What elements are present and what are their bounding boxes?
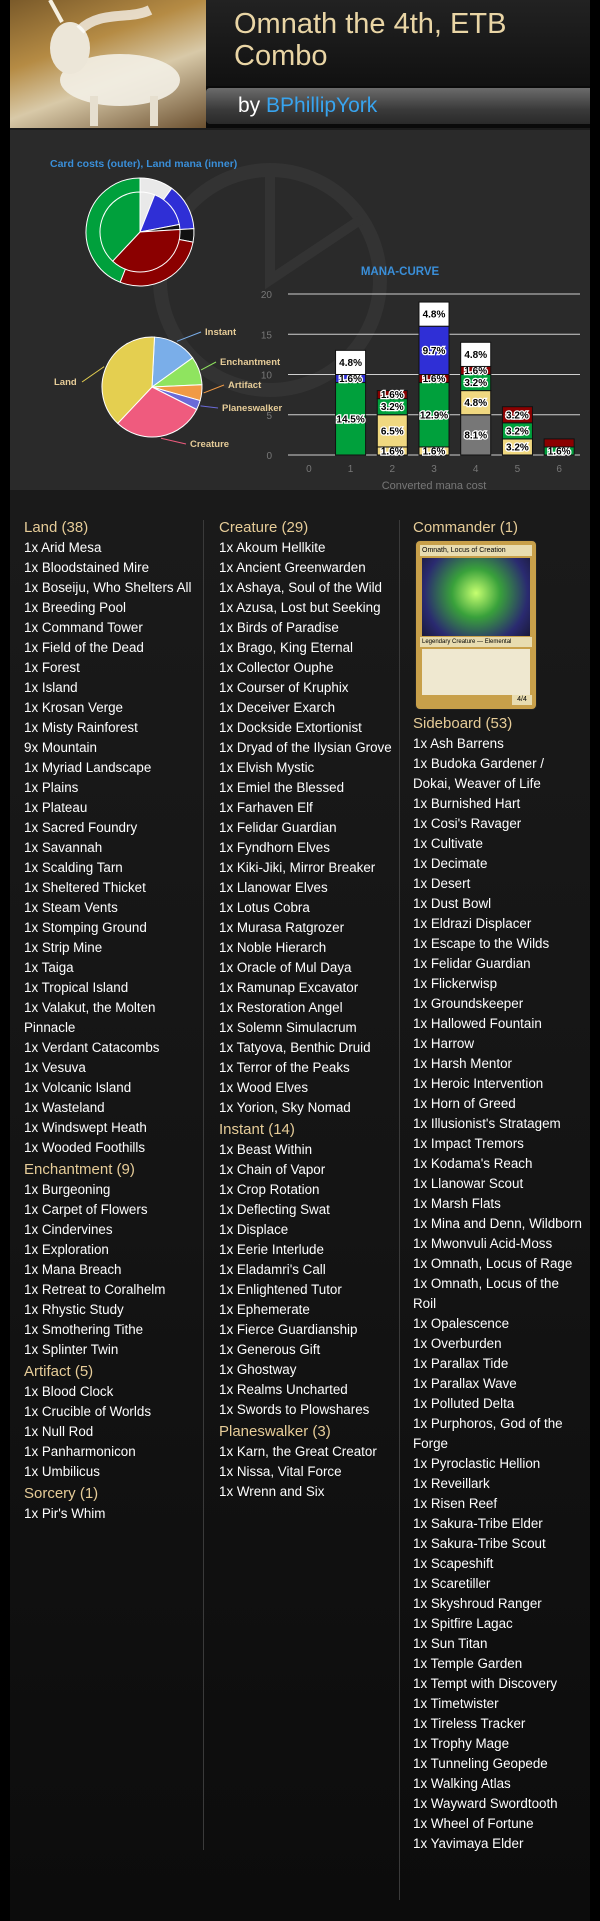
x-tick-label: 0 xyxy=(306,464,312,475)
card-list-item[interactable]: 1x Omnath, Locus of the Roil xyxy=(413,1276,559,1311)
sorcery-list xyxy=(24,1504,200,1524)
commander-card-type: Legendary Creature — Elemental xyxy=(420,637,532,647)
card-list-item[interactable]: 1x Risen Reef xyxy=(413,1496,498,1511)
card-list-item[interactable]: 1x Chain of Vapor xyxy=(219,1162,326,1177)
card-list-item[interactable]: 1x Plateau xyxy=(24,800,88,815)
card-list-item[interactable]: 1x Felidar Guardian xyxy=(413,956,531,971)
card-list-item[interactable]: 1x Mana Breach xyxy=(24,1262,122,1277)
card-list-item[interactable]: 1x Taiga xyxy=(24,960,74,975)
card-list-item[interactable]: 1x Wayward Swordtooth xyxy=(413,1796,558,1811)
card-list-item[interactable]: 1x Windswept Heath xyxy=(24,1120,147,1135)
card-list-item[interactable]: 1x Flickerwisp xyxy=(413,976,498,991)
card-list-item[interactable]: 1x Stomping Ground xyxy=(24,920,147,935)
card-list-item[interactable]: 1x Umbilicus xyxy=(24,1464,100,1479)
bar-data-label: 12.9% xyxy=(419,410,449,422)
commander-card-pt: 4/4 xyxy=(512,695,532,705)
column-divider xyxy=(203,520,204,1850)
card-list-item[interactable]: 1x Sacred Foundry xyxy=(24,820,138,835)
y-tick-label: 15 xyxy=(260,330,272,342)
card-list-item[interactable]: 1x Sheltered Thicket xyxy=(24,880,146,895)
card-list-item[interactable]: 1x Displace xyxy=(219,1222,289,1237)
card-list-item[interactable]: 1x Eldrazi Displacer xyxy=(413,916,532,931)
byline xyxy=(238,94,377,118)
card-list-item[interactable]: 1x Volcanic Island xyxy=(24,1080,132,1095)
author-link[interactable]: BPhillipYork xyxy=(266,94,378,117)
artifact-list xyxy=(24,1382,200,1482)
card-list-item[interactable]: 1x Elvish Mystic xyxy=(219,760,315,775)
chart-title: MANA-CURVE xyxy=(360,266,440,278)
card-list-item[interactable]: 1x Collector Ouphe xyxy=(219,660,334,675)
column-divider xyxy=(399,520,400,1900)
card-list-item[interactable]: 1x Boseiju, Who Shelters All xyxy=(24,580,192,595)
bar-data-label: 4.8% xyxy=(339,357,362,369)
bar-data-label: 14.5% xyxy=(336,414,365,426)
bar-data-label: 6.5% xyxy=(380,426,404,438)
commander-card-art xyxy=(422,558,530,636)
card-list-item[interactable]: 1x Scaretiller xyxy=(413,1576,491,1591)
card-list-item[interactable]: 1x Ash Barrens xyxy=(413,736,504,751)
card-list-item[interactable]: 1x Smothering Tithe xyxy=(24,1322,144,1337)
card-list-item[interactable]: 1x Island xyxy=(24,680,78,695)
card-list-item[interactable]: 1x Crop Rotation xyxy=(219,1182,320,1197)
card-list-item[interactable]: 1x Llanowar Scout xyxy=(413,1176,524,1191)
card-list-item[interactable]: 1x Ancient Greenwarden xyxy=(219,560,366,575)
column-1 xyxy=(24,516,200,1524)
card-list-item[interactable]: 1x Retreat to Coralhelm xyxy=(24,1282,166,1297)
card-list-item[interactable]: 1x Parallax Tide xyxy=(413,1356,509,1371)
card-list-item[interactable]: 1x Generous Gift xyxy=(219,1342,321,1357)
card-list-item[interactable]: 1x Deceiver Exarch xyxy=(219,700,336,715)
card-list-item[interactable]: 1x Purphoros, God of the Forge xyxy=(413,1416,563,1451)
bar-data-label: 1.6% xyxy=(422,446,446,458)
card-list-item[interactable]: 1x Mina and Denn, Wildborn xyxy=(413,1216,582,1231)
card-list-item[interactable]: 1x Farhaven Elf xyxy=(219,800,313,815)
header xyxy=(10,0,590,128)
pie2-label: Creature xyxy=(190,439,230,450)
card-list-item[interactable]: 1x Wheel of Fortune xyxy=(413,1816,534,1831)
pie2-label: Instant xyxy=(205,327,237,338)
card-list-item[interactable]: 1x Deflecting Swat xyxy=(219,1202,330,1217)
card-list-item[interactable]: 1x Burnished Hart xyxy=(413,796,521,811)
instant-section-title: Instant (14) xyxy=(219,1121,295,1138)
card-list-item[interactable]: 1x Walking Atlas xyxy=(413,1776,511,1791)
card-list-item[interactable]: 1x Misty Rainforest xyxy=(24,720,138,735)
pie2-leader-line xyxy=(177,332,201,341)
card-list-item[interactable]: 1x Murasa Ratgrozer xyxy=(219,920,345,935)
card-list-item[interactable]: 1x Nissa, Vital Force xyxy=(219,1464,342,1479)
card-list-item[interactable]: 1x Yavimaya Elder xyxy=(413,1836,524,1851)
y-tick-label: 10 xyxy=(260,370,272,382)
card-list-item[interactable]: 1x Yorion, Sky Nomad xyxy=(219,1100,351,1115)
card-list-item[interactable]: 1x Krosan Verge xyxy=(24,700,124,715)
card-list-item[interactable]: 1x Myriad Landscape xyxy=(24,760,152,775)
card-list-item[interactable]: 1x Dockside Extortionist xyxy=(219,720,362,735)
card-list-item[interactable]: 1x Valakut, the Molten Pinnacle xyxy=(24,1000,156,1035)
card-list-item[interactable]: 1x Hallowed Fountain xyxy=(413,1016,542,1031)
card-list-item[interactable]: 1x Eerie Interlude xyxy=(219,1242,324,1257)
sorcery-section-title: Sorcery (1) xyxy=(24,1485,99,1502)
card-list-item[interactable]: 1x Reveillark xyxy=(413,1476,490,1491)
unicorn-art-icon xyxy=(10,0,206,128)
creature-list xyxy=(219,538,395,1118)
card-list-item[interactable]: 1x Scalding Tarn xyxy=(24,860,123,875)
card-list-item[interactable]: 1x Wooded Foothills xyxy=(24,1140,146,1155)
commander-art-image xyxy=(10,0,206,128)
bar-data-label: 1.6% xyxy=(464,365,488,377)
card-list-item[interactable]: 1x Harsh Mentor xyxy=(413,1056,512,1071)
planeswalker-section-title: Planeswalker (3) xyxy=(219,1423,331,1440)
card-list-item[interactable]: 1x Ghostway xyxy=(219,1362,297,1377)
pie2-leader-line xyxy=(82,367,104,382)
card-list-item[interactable]: 1x Heroic Intervention xyxy=(413,1076,544,1091)
byline-prefix: by xyxy=(238,94,267,117)
card-list-item[interactable]: 1x Lotus Cobra xyxy=(219,900,310,915)
card-list-item[interactable]: 1x Fierce Guardianship xyxy=(219,1322,358,1337)
card-list-item[interactable]: 1x Enlightened Tutor xyxy=(219,1282,342,1297)
bar-data-label: 4.8% xyxy=(464,398,488,410)
card-list-item[interactable]: 1x Exploration xyxy=(24,1242,109,1257)
card-list-item[interactable]: 1x Budoka Gardener / Dokai, Weaver of Life xyxy=(413,756,545,791)
card-list-item[interactable]: 1x Tempt with Discovery xyxy=(413,1676,558,1691)
column-3 xyxy=(413,516,585,1854)
bar-data-label: 1.6% xyxy=(339,374,362,386)
card-costs-pie xyxy=(80,172,280,292)
card-list-item[interactable]: 1x Eladamri's Call xyxy=(219,1262,326,1277)
commander-section-title: Commander (1) xyxy=(413,519,519,536)
card-list-item[interactable]: 1x Sakura-Tribe Elder xyxy=(413,1516,543,1531)
pie1-title: Card costs (outer), Land mana (inner) xyxy=(50,158,238,170)
x-tick-label: 4 xyxy=(472,464,479,475)
title-box xyxy=(206,0,590,86)
card-list-item[interactable]: 1x Savannah xyxy=(24,840,103,855)
card-list-item[interactable]: 1x Ashaya, Soul of the Wild xyxy=(219,580,383,595)
commander-card-name: Omnath, Locus of Creation xyxy=(420,545,532,556)
card-list-item[interactable]: 1x Polluted Delta xyxy=(413,1396,515,1411)
card-list-item[interactable]: 9x Mountain xyxy=(24,740,97,755)
card-list-item[interactable]: 1x Tireless Tracker xyxy=(413,1716,526,1731)
card-list-item[interactable]: 1x Carpet of Flowers xyxy=(24,1202,148,1217)
card-list-item[interactable]: 1x Scapeshift xyxy=(413,1556,494,1571)
card-list-item[interactable]: 1x Splinter Twin xyxy=(24,1342,119,1357)
y-tick-label: 0 xyxy=(266,451,272,462)
card-types-pie xyxy=(40,315,283,455)
instant-list xyxy=(219,1140,395,1420)
card-list-item[interactable]: 1x Timetwister xyxy=(413,1696,499,1711)
column-2 xyxy=(219,516,395,1502)
card-list-item[interactable]: 1x Illusionist's Stratagem xyxy=(413,1116,561,1131)
card-list-item[interactable]: 1x Cosi's Ravager xyxy=(413,816,522,831)
card-list-item[interactable]: 1x Impact Tremors xyxy=(413,1136,524,1151)
card-list-item[interactable]: 1x Terror of the Peaks xyxy=(219,1060,350,1075)
card-list-item[interactable]: 1x Skyshroud Ranger xyxy=(413,1596,542,1611)
pie2-leader-line xyxy=(204,385,224,393)
card-list-item[interactable]: 1x Tropical Island xyxy=(24,980,129,995)
card-list-item[interactable]: 1x Emiel the Blessed xyxy=(219,780,345,795)
card-list-item[interactable]: 1x Wrenn and Six xyxy=(219,1484,325,1499)
card-list-item[interactable]: 1x Bloodstained Mire xyxy=(24,560,150,575)
card-list-item[interactable]: 1x Birds of Paradise xyxy=(219,620,339,635)
card-list-item[interactable]: 1x Cindervines xyxy=(24,1222,113,1237)
card-list-item[interactable]: 1x Steam Vents xyxy=(24,900,118,915)
deck-page xyxy=(10,0,590,1921)
pie2-leader-line xyxy=(201,362,216,370)
artifact-section-title: Artifact (5) xyxy=(24,1363,94,1380)
card-list-item[interactable]: 1x Dryad of the Ilysian Grove xyxy=(219,740,392,755)
card-list-item[interactable]: 1x Opalescence xyxy=(413,1316,510,1331)
bar-data-label: 3.2% xyxy=(380,402,404,414)
card-list-item[interactable]: 1x Verdant Catacombs xyxy=(24,1040,160,1055)
bar-data-label: 1.6% xyxy=(380,446,404,458)
card-list-item[interactable]: 1x Groundskeeper xyxy=(413,996,524,1011)
card-list-item[interactable]: 1x Rhystic Study xyxy=(24,1302,124,1317)
card-list-item[interactable]: 1x Wasteland xyxy=(24,1100,105,1115)
card-list-item[interactable]: 1x Parallax Wave xyxy=(413,1376,517,1391)
card-list-item[interactable]: 1x Omnath, Locus of Rage xyxy=(413,1256,573,1271)
card-list-item[interactable]: 1x Akoum Hellkite xyxy=(219,540,326,555)
card-list-item[interactable]: 1x Temple Garden xyxy=(413,1656,523,1671)
deck-title: Omnath the 4th, ETB Combo xyxy=(234,8,507,72)
bar-data-label: 1.6% xyxy=(422,374,446,386)
card-list-item[interactable]: 1x Command Tower xyxy=(24,620,143,635)
card-list-item[interactable]: 1x Desert xyxy=(413,876,471,891)
card-list-item[interactable]: 1x Beast Within xyxy=(219,1142,313,1157)
card-list-item[interactable]: 1x Trophy Mage xyxy=(413,1736,510,1751)
card-list-item[interactable]: 1x Arid Mesa xyxy=(24,540,102,555)
card-list-item[interactable]: 1x Marsh Flats xyxy=(413,1196,501,1211)
card-list-item[interactable]: 1x Brago, King Eternal xyxy=(219,640,353,655)
x-axis-label: Converted mana cost xyxy=(381,480,487,492)
bar-data-label: 1.6% xyxy=(547,446,571,458)
bar-data-label: 4.8% xyxy=(422,309,446,321)
card-list-item[interactable]: 1x Wood Elves xyxy=(219,1080,309,1095)
pie2-label: Land xyxy=(54,377,77,388)
sideboard-list xyxy=(413,734,585,1854)
card-list-item[interactable]: 1x Mwonvuli Acid-Moss xyxy=(413,1236,553,1251)
pie2-label: Enchantment xyxy=(220,357,281,368)
pie2-label: Artifact xyxy=(228,380,262,391)
card-list-item[interactable]: 1x Fyndhorn Elves xyxy=(219,840,330,855)
pie2-leader-line xyxy=(200,406,218,408)
land-list xyxy=(24,538,200,1158)
enchantment-list xyxy=(24,1180,200,1360)
card-list-item[interactable]: 1x Forest xyxy=(24,660,80,675)
card-list-item[interactable]: 1x Karn, the Great Creator xyxy=(219,1444,377,1459)
card-list-item[interactable]: 1x Kodama's Reach xyxy=(413,1156,533,1171)
bar-data-label: 3.2% xyxy=(506,410,529,422)
x-tick-label: 1 xyxy=(347,464,354,475)
card-list-item[interactable]: 1x Escape to the Wilds xyxy=(413,936,550,951)
charts-panel xyxy=(10,130,590,490)
card-list-item[interactable]: 1x Breeding Pool xyxy=(24,600,126,615)
bar-data-label: 8.1% xyxy=(464,430,488,442)
planeswalker-list xyxy=(219,1442,395,1502)
card-list-item[interactable]: 1x Ramunap Excavator xyxy=(219,980,359,995)
card-list-item[interactable]: 1x Crucible of Worlds xyxy=(24,1404,152,1419)
card-list-item[interactable]: 1x Courser of Kruphix xyxy=(219,680,349,695)
card-list-item[interactable]: 1x Kiki-Jiki, Mirror Breaker xyxy=(219,860,376,875)
sideboard-section-title: Sideboard (53) xyxy=(413,715,513,732)
card-list-item[interactable]: 1x Panharmonicon xyxy=(24,1444,136,1459)
pie2-leader-line xyxy=(161,438,186,444)
card-list-item[interactable]: 1x Plains xyxy=(24,780,79,795)
card-list-item[interactable]: 1x Field of the Dead xyxy=(24,640,144,655)
card-list-item[interactable]: 1x Tatyova, Benthic Druid xyxy=(219,1040,371,1055)
x-tick-label: 3 xyxy=(431,464,437,475)
card-list-item[interactable]: 1x Pyroclastic Hellion xyxy=(413,1456,541,1471)
card-list-item[interactable]: 1x Cultivate xyxy=(413,836,483,851)
card-list-item[interactable]: 1x Overburden xyxy=(413,1336,502,1351)
card-list-item[interactable]: 1x Restoration Angel xyxy=(219,1000,343,1015)
card-list-item[interactable]: 1x Solemn Simulacrum xyxy=(219,1020,357,1035)
card-list-item[interactable]: 1x Tunneling Geopede xyxy=(413,1756,548,1771)
card-list-item[interactable]: 1x Blood Clock xyxy=(24,1384,114,1399)
x-tick-label: 2 xyxy=(389,464,396,475)
x-tick-label: 5 xyxy=(514,464,521,475)
card-list-item[interactable]: 1x Vesuva xyxy=(24,1060,86,1075)
card-list-item[interactable]: 1x Ephemerate xyxy=(219,1302,310,1317)
card-list-item[interactable]: 1x Dust Bowl xyxy=(413,896,492,911)
card-list-item[interactable]: 1x Llanowar Elves xyxy=(219,880,328,895)
card-list-item[interactable]: 1x Burgeoning xyxy=(24,1182,111,1197)
y-tick-label: 20 xyxy=(260,290,272,301)
bar-data-label: 3.2% xyxy=(506,442,529,454)
card-list-item[interactable]: 1x Horn of Greed xyxy=(413,1096,516,1111)
mana-curve-chart xyxy=(260,130,590,492)
card-list-item[interactable]: 1x Azusa, Lost but Seeking xyxy=(219,600,381,615)
commander-card-image[interactable] xyxy=(415,540,537,710)
card-list-item[interactable]: 1x Strip Mine xyxy=(24,940,103,955)
x-tick-label: 6 xyxy=(556,464,562,475)
card-list-item[interactable]: 1x Noble Hierarch xyxy=(219,940,327,955)
card-list-item[interactable]: 1x Sun Titan xyxy=(413,1636,488,1651)
pie2-label: Planeswalker xyxy=(222,403,283,414)
bar-data-label: 3.2% xyxy=(464,378,488,390)
bar-segment xyxy=(544,439,574,447)
creature-section-title: Creature (29) xyxy=(219,519,309,536)
commander-card-text-box xyxy=(422,649,530,695)
card-list-item[interactable]: 1x Spitfire Lagac xyxy=(413,1616,513,1631)
bar-data-label: 9.7% xyxy=(422,345,446,357)
card-list-item[interactable]: 1x Null Rod xyxy=(24,1424,94,1439)
card-list-item[interactable]: 1x Swords to Plowshares xyxy=(219,1402,370,1417)
bar-data-label: 1.6% xyxy=(380,390,404,402)
bar-data-label: 3.2% xyxy=(506,426,529,438)
card-list-item[interactable]: 1x Realms Uncharted xyxy=(219,1382,348,1397)
card-list-item[interactable]: 1x Harrow xyxy=(413,1036,475,1051)
card-list-item[interactable]: 1x Pir's Whim xyxy=(24,1506,106,1521)
card-list-item[interactable]: 1x Oracle of Mul Daya xyxy=(219,960,352,975)
card-list-item[interactable]: 1x Felidar Guardian xyxy=(219,820,337,835)
land-section-title: Land (38) xyxy=(24,519,89,536)
byline-bar xyxy=(206,88,590,124)
y-tick-label: 5 xyxy=(266,410,272,422)
card-list-item[interactable]: 1x Decimate xyxy=(413,856,488,871)
enchantment-section-title: Enchantment (9) xyxy=(24,1161,135,1178)
bar-data-label: 4.8% xyxy=(464,349,488,361)
card-list-item[interactable]: 1x Sakura-Tribe Scout xyxy=(413,1536,546,1551)
